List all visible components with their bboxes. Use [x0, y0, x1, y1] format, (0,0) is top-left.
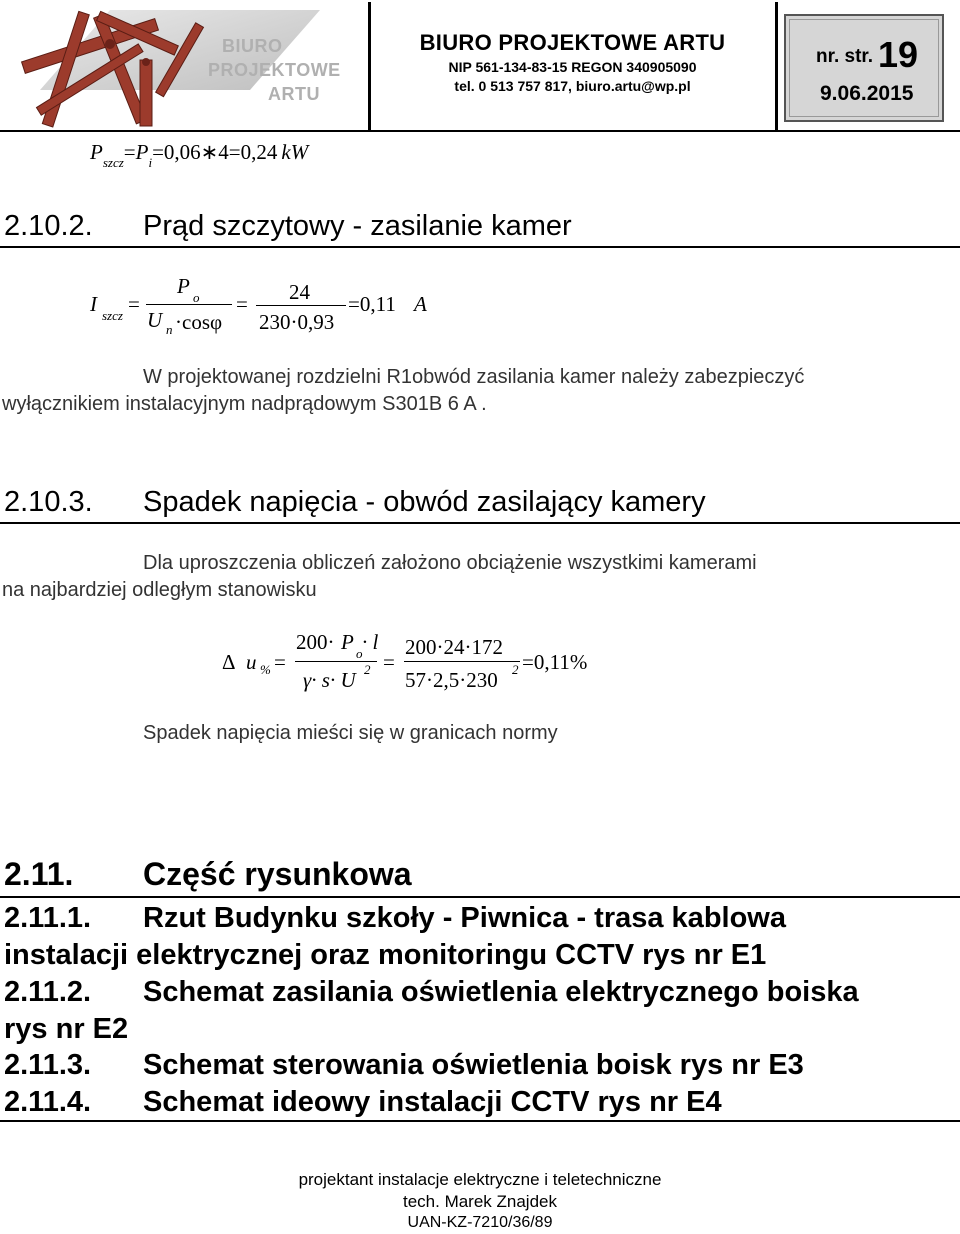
- drawing-list-item: [4, 976, 859, 1009]
- formula-value: 230·0,93: [259, 310, 335, 334]
- footer-designer-name: tech. Marek Znajdek: [402, 1192, 557, 1211]
- item-number: 2.11.4.: [4, 1086, 92, 1118]
- logo-text-line-2: PROJEKTOWE: [208, 60, 341, 80]
- drawing-list-item: [4, 1086, 722, 1119]
- formula-operator: =: [274, 650, 286, 674]
- paragraph-line: W projektowanej rozdzielni R1obwód zasilania kamer należy zabezpieczyć: [143, 366, 805, 388]
- formula-value: 24: [289, 280, 310, 304]
- fraction-bar: [404, 661, 520, 662]
- formula-unit: kW: [281, 140, 309, 164]
- section-title: Prąd szczytowy - zasilanie kamer: [143, 210, 572, 242]
- drawing-list-item: [4, 1049, 804, 1082]
- formula-operator: =: [383, 650, 395, 674]
- formula-value: 57·2,5·230: [405, 668, 498, 692]
- drawing-list-item: [4, 902, 786, 935]
- formula-value: γ· s· U: [303, 668, 356, 692]
- section-title: Część rysunkowa: [143, 856, 412, 892]
- fraction-bar: [256, 305, 346, 306]
- section-number: 2.10.3.: [4, 486, 93, 518]
- paragraph-line: Dla uproszczenia obliczeń założono obciążenie wszystkimi kamerami: [143, 552, 757, 574]
- page-label: nr. str.: [816, 46, 874, 67]
- formula-subscript: o: [193, 290, 200, 305]
- logo-text-line-1: BIURO: [222, 36, 283, 56]
- header-divider: [775, 2, 778, 130]
- paragraph-line: Spadek napięcia mieści się w granicach normy: [143, 722, 558, 744]
- formula-operator: =: [123, 140, 136, 164]
- firm-ids: NIP 561-134-83-15 REGON 340905090: [448, 59, 697, 75]
- item-title: Schemat sterowania oświetlenia boisk rys nr E3: [143, 1049, 804, 1081]
- formula-symbol: u: [246, 650, 257, 674]
- page-number: 19: [878, 34, 919, 75]
- formula-subscript: szcz: [102, 155, 124, 170]
- formula-symbol: · l: [362, 630, 379, 654]
- fraction-bar: [146, 304, 232, 305]
- paragraph-line: wyłącznikiem instalacyjnym nadprądowym S301B 6 A .: [2, 393, 487, 415]
- formula-symbol: P: [177, 274, 190, 298]
- section-rule: [0, 1120, 960, 1122]
- formula-symbol: P: [135, 140, 149, 164]
- formula-value: 200·: [296, 630, 335, 654]
- item-title: Schemat zasilania oświetlenia elektrycznego boiska: [143, 976, 859, 1008]
- firm-contact: tel. 0 513 757 817, biuro.artu@wp.pl: [454, 78, 691, 94]
- formula-symbol: U: [147, 308, 163, 332]
- formula-superscript: 2: [364, 662, 371, 677]
- firm-info: [370, 30, 775, 94]
- formula-unit: A: [414, 292, 427, 316]
- company-logo: [0, 0, 368, 130]
- section-heading-2-10-2: [4, 210, 572, 243]
- section-title: Spadek napięcia - obwód zasilający kamery: [143, 486, 706, 518]
- section-rule: [0, 896, 960, 898]
- formula-pszcz: [90, 140, 309, 170]
- formula-symbol: I: [90, 292, 97, 316]
- section-number: 2.11.: [4, 856, 74, 892]
- formula-subscript: i: [148, 155, 153, 170]
- formula-value: ·cosφ: [175, 310, 223, 334]
- header-bottom-rule: [0, 130, 960, 132]
- formula-value: =0,06∗4=0,24: [152, 140, 278, 164]
- formula-symbol: P: [341, 630, 354, 654]
- section-heading-2-11: [4, 856, 412, 893]
- item-title: Rzut Budynku szkoły - Piwnica - trasa kablowa: [143, 902, 786, 934]
- formula-operator: =: [128, 292, 140, 316]
- formula-result: =0,11%: [522, 650, 588, 674]
- formula-subscript: o: [356, 646, 363, 661]
- footer-license-number: UAN-KZ-7210/36/89: [407, 1214, 553, 1231]
- firm-name: BIURO PROJEKTOWE ARTU: [419, 30, 726, 55]
- formula-operator: =: [236, 292, 248, 316]
- drawing-list-item-continuation: instalacji elektrycznej oraz monitoringu CCTV rys nr E1: [4, 939, 767, 971]
- formula-subscript: szcz: [102, 308, 123, 323]
- item-number: 2.11.2.: [4, 976, 92, 1008]
- page-number-box: [784, 14, 944, 122]
- formula-value: 200·24·172: [405, 635, 503, 659]
- formula-subscript: %: [260, 662, 271, 677]
- paragraph-line: na najbardziej odległym stanowisku: [2, 579, 317, 601]
- footer-designer-role: projektant instalacje elektryczne i teletechniczne: [298, 1170, 662, 1189]
- formula-result: =0,11: [348, 292, 396, 316]
- item-title: Schemat ideowy instalacji CCTV rys nr E4: [143, 1086, 722, 1118]
- document-date: 9.06.2015: [820, 82, 914, 105]
- formula-symbol: P: [90, 140, 103, 164]
- section-rule: [0, 246, 960, 248]
- formula-symbol: Δ: [222, 650, 236, 674]
- drawing-list-item-continuation: rys nr E2: [4, 1013, 129, 1045]
- section-rule: [0, 522, 960, 524]
- section-number: 2.10.2.: [4, 210, 93, 242]
- section-heading-2-10-3: [4, 486, 706, 519]
- formula-superscript: 2: [512, 662, 519, 677]
- item-number: 2.11.1.: [4, 902, 92, 934]
- formula-subscript: n: [166, 322, 173, 337]
- item-number: 2.11.3.: [4, 1049, 92, 1081]
- logo-text-line-3: ARTU: [268, 84, 320, 104]
